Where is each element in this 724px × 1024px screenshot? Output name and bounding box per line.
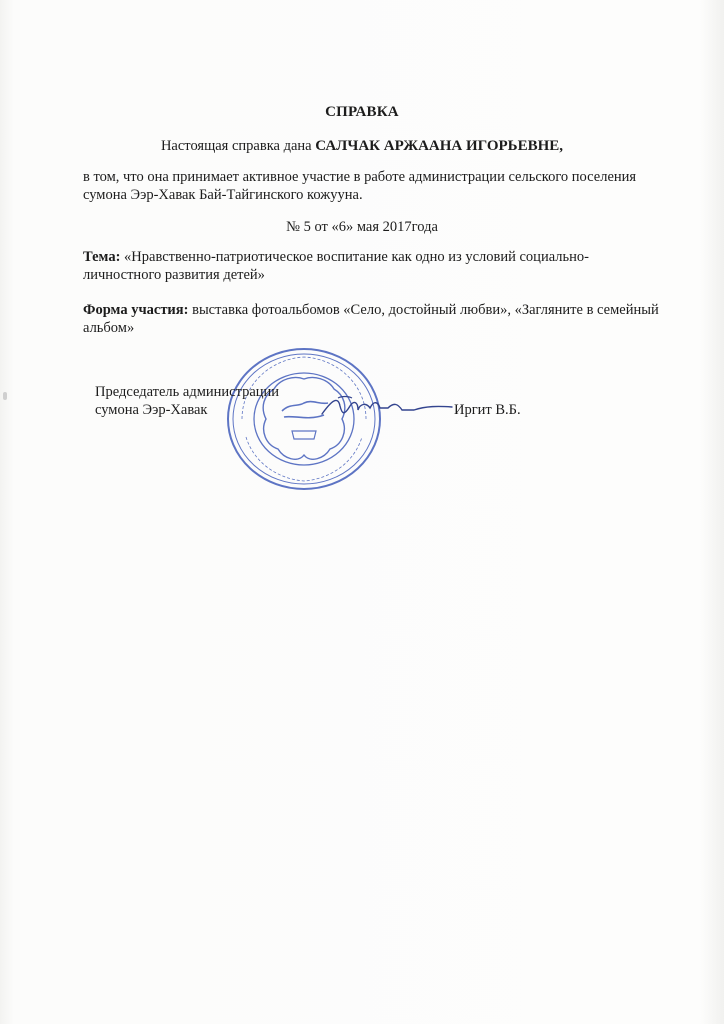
statement-paragraph: в том, что она принимает активное участие в работе администрации сельского поселения сумона Ээр-Хавак Бай-Тайгинского кожууна. — [83, 169, 637, 203]
certificate-number: № 5 от «6» мая 2017года — [286, 219, 438, 235]
signatory-position — [95, 383, 279, 419]
position-line-1: Председатель администрации — [95, 384, 280, 400]
participation-form-text: выставка фотоальбомов «Село, достойный любви», «Загляните в семейный альбом» — [83, 302, 659, 336]
given-prefix: Настоящая справка дана — [160, 138, 316, 154]
signatory-name: Иргит В.Б. — [454, 402, 521, 418]
topic-label: Тема: — [83, 249, 121, 265]
topic-paragraph — [83, 248, 663, 284]
topic-text: «Нравственно-патриотическое воспитание как одно из условий социально-личностного развития детей» — [83, 249, 589, 283]
recipient-name: САЛЧАК АРЖААНА ИГОРЬЕВНЕ, — [315, 138, 564, 154]
given-to-line — [0, 137, 724, 155]
position-line-2: сумона Ээр-Хавак — [95, 402, 208, 418]
participation-form-label: Форма участия: — [83, 302, 189, 318]
document-title: СПРАВКА — [325, 104, 399, 120]
handwritten-signature — [318, 392, 454, 422]
participation-form-paragraph — [83, 301, 663, 337]
scan-speck — [3, 392, 7, 400]
